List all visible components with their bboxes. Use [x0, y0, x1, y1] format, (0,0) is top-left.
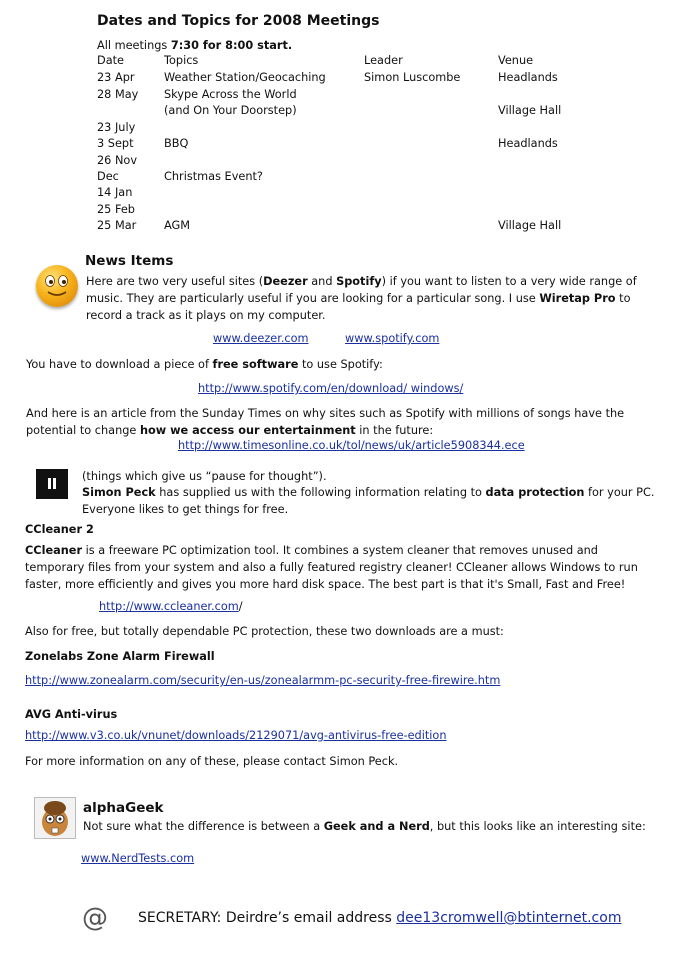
row-venue: Village Hall: [498, 219, 562, 232]
footer-line: [138, 910, 621, 926]
alphageek-text-a: Not sure what the difference is between a: [83, 820, 324, 833]
schedule-header-row: [97, 54, 617, 71]
ccleaner-also: Also for free, but totally dependable PC protection, these two downloads are a must:: [25, 625, 504, 638]
news-p1-and: and: [307, 275, 337, 288]
zonealarm-heading: Zonelabs Zone Alarm Firewall: [25, 650, 215, 663]
schedule-row: [97, 71, 617, 88]
header-date: Date: [97, 54, 125, 67]
alphageek-nerd: a Nerd: [387, 820, 430, 833]
schedule-intro-time: 7:30 for 8:00 start.: [170, 39, 293, 52]
schedule-row: [97, 104, 617, 121]
link-spotify[interactable]: www.spotify.com: [345, 332, 440, 345]
row-date: 26 Nov: [97, 154, 138, 167]
footer-email-link[interactable]: dee13cromwell@btinternet.com: [396, 910, 622, 926]
pause-line-1: (things which give us “pause for thought”).: [82, 470, 327, 483]
schedule-row: [97, 88, 617, 105]
schedule-intro-prefix: All meetings: [97, 39, 171, 52]
row-topic: Weather Station/Geocaching: [164, 71, 326, 84]
news-p2-text-b: to use Spotify:: [298, 358, 383, 371]
schedule-row: [97, 170, 617, 187]
row-date: Dec: [97, 170, 119, 183]
link-timesonline[interactable]: http://www.timesonline.co.uk/tol/news/uk/article5908344.ece: [178, 439, 525, 452]
news-paragraph-2: [26, 357, 383, 374]
row-topic: BBQ: [164, 137, 189, 150]
news-p1-spotify: Spotify: [336, 275, 382, 288]
pause-text-a: has supplied us with the following information relating to: [155, 486, 486, 499]
row-topic: Christmas Event?: [164, 170, 263, 183]
alphageek-and: and: [355, 820, 388, 833]
avg-heading: AVG Anti-virus: [25, 708, 118, 721]
pause-line-3: Everyone likes to get things for free.: [82, 503, 289, 516]
news-p3-text-a: And here is an article from the Sunday Times on why sites such as Spotify with millions of songs have the potential to change: [26, 407, 625, 437]
ccleaner-link-line: [99, 599, 243, 616]
row-venue: Village Hall: [498, 104, 562, 117]
news-p1-wiretap: Wiretap Pro: [539, 291, 616, 305]
row-venue: Headlands: [498, 137, 558, 150]
footer-label: SECRETARY: Deirdre’s email address: [138, 910, 397, 926]
news-p3-bold: how we access our entertainment: [139, 423, 356, 437]
row-venue: Headlands: [498, 71, 558, 84]
ccleaner-bold: CCleaner: [25, 544, 83, 557]
row-date: 14 Jan: [97, 186, 133, 199]
schedule-row: [97, 186, 617, 203]
row-topic: Skype Across the World: [164, 88, 297, 101]
header-venue: Venue: [498, 54, 534, 67]
schedule-row: [97, 219, 617, 236]
row-date: 3 Sept: [97, 137, 134, 150]
schedule-intro: [97, 38, 292, 55]
pause-text-b: for your PC.: [584, 486, 655, 499]
link-zonealarm[interactable]: http://www.zonealarm.com/security/en-us/zonealarmm-pc-security-free-firewire.htm: [25, 674, 501, 687]
alphageek-title: alphaGeek: [83, 800, 164, 816]
schedule-row: [97, 154, 617, 171]
schedule-title: Dates and Topics for 2008 Meetings: [97, 13, 380, 29]
email-at-icon: @: [82, 903, 108, 933]
link-avg[interactable]: http://www.v3.co.uk/vnunet/downloads/2129071/avg-antivirus-free-edition: [25, 729, 447, 742]
pause-bold: data protection: [485, 486, 585, 499]
pause-icon: [36, 469, 68, 499]
ccleaner-paragraph: [25, 543, 650, 593]
news-p2-text-a: You have to download a piece of: [26, 358, 213, 371]
news-p1-text-a: Here are two very useful sites (: [86, 275, 264, 288]
news-p1-deezer: Deezer: [263, 275, 308, 288]
row-topic: AGM: [164, 219, 191, 232]
avg-contact: For more information on any of these, please contact Simon Peck.: [25, 755, 399, 768]
ccleaner-heading: CCleaner 2: [25, 523, 94, 536]
alphageek-text: [83, 819, 646, 836]
header-leader: Leader: [364, 54, 403, 67]
pause-line-2: [82, 485, 654, 502]
row-topic: (and On Your Doorstep): [164, 104, 297, 117]
row-date: 28 May: [97, 88, 139, 101]
news-title: News Items: [85, 253, 174, 269]
alphageek-geek: Geek: [323, 820, 356, 833]
news-paragraph-3: [26, 406, 646, 440]
row-date: 23 July: [97, 121, 136, 134]
pause-name: Simon Peck: [82, 486, 156, 499]
header-topics: Topics: [164, 54, 199, 67]
link-deezer[interactable]: www.deezer.com: [213, 332, 309, 345]
schedule-row: [97, 203, 617, 220]
schedule-row: [97, 137, 617, 154]
link-ccleaner[interactable]: http://www.ccleaner.com: [99, 600, 239, 613]
row-date: 25 Mar: [97, 219, 137, 232]
alphageek-text-b: , but this looks like an interesting site:: [429, 820, 646, 833]
schedule-row: [97, 121, 617, 138]
row-leader: Simon Luscombe: [364, 71, 461, 84]
link-spotify-download[interactable]: http://www.spotify.com/en/download/ windows/: [198, 382, 464, 395]
ccleaner-text: is a freeware PC optimization tool. It combines a system cleaner that removes unused and temporary files from your system and also a fully featured registry cleaner! CCleaner allows Windows to run faster, more efficiently and gives you more hard disk space. The best part is that it's Small, Fast and Free!: [25, 544, 638, 591]
smiley-icon: [36, 265, 78, 307]
news-p2-bold: free software: [212, 358, 299, 371]
news-p3-text-b: in the future:: [355, 423, 434, 437]
link-nerdtests[interactable]: www.NerdTests.com: [81, 852, 195, 865]
geek-icon: [34, 797, 76, 839]
ccleaner-link-suffix: /: [238, 600, 243, 613]
row-date: 23 Apr: [97, 71, 135, 84]
row-date: 25 Feb: [97, 203, 135, 216]
news-p1-text-b: ) if you want to listen to a very wide range of music. They are particularly useful if you are looking for a particular song. I use: [86, 275, 637, 305]
news-paragraph-1: [86, 274, 642, 324]
news-p1-text-c: to record a track as it plays on my computer.: [86, 291, 631, 322]
